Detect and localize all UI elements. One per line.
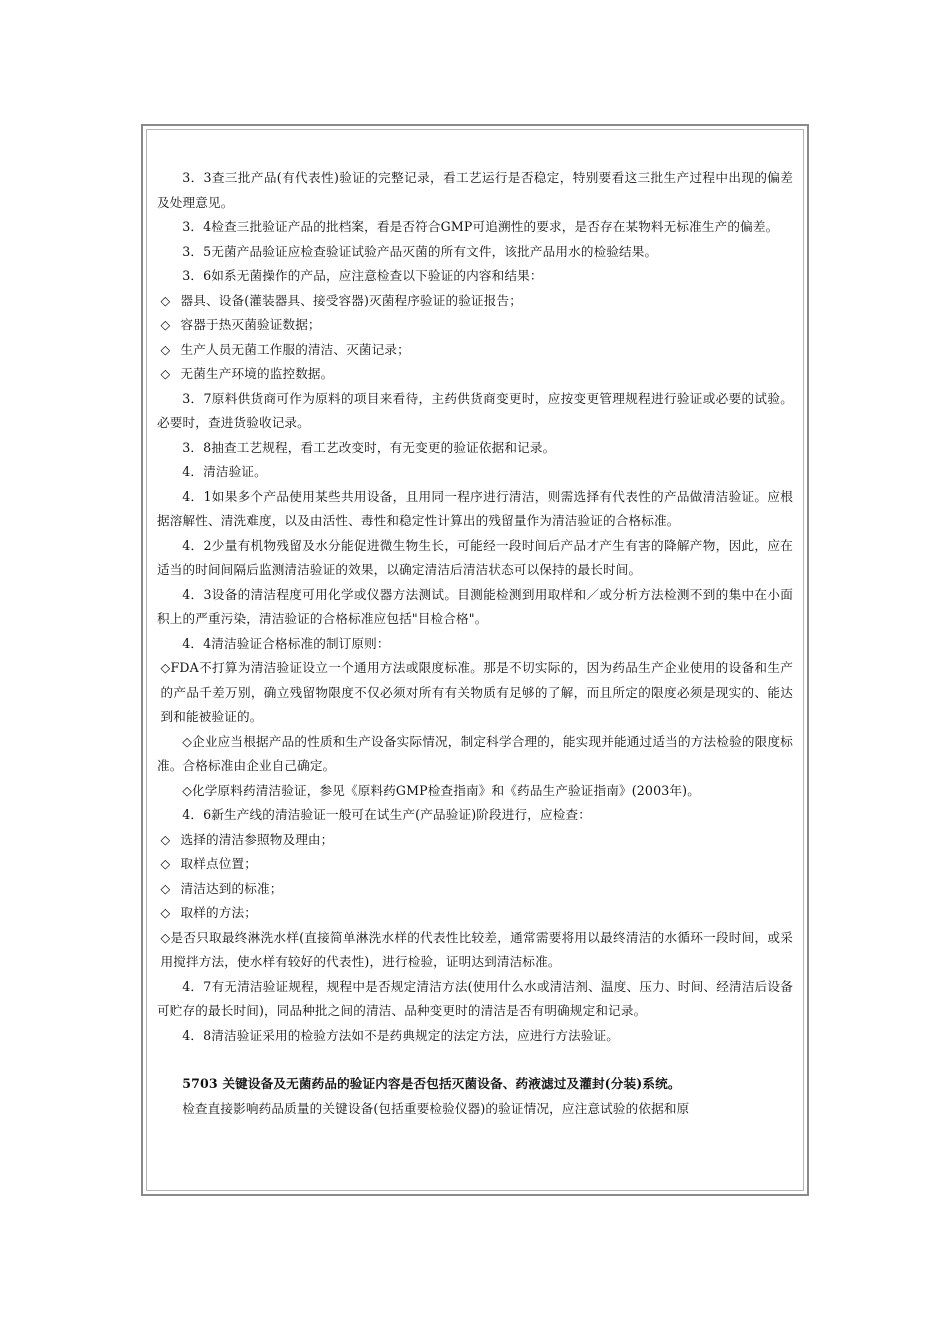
paragraph: 3．7原料供货商可作为原料的项目来看待，主药供货商变更时，应按变更管理规程进行验证或必要的试验。必要时，查进货验收记录。 bbox=[157, 390, 793, 430]
bullet-text: 器具、设备(灌装器具、接受容器)灭菌程序验证的验证报告； bbox=[180, 292, 522, 308]
paragraph: 4．3设备的清洁程度可用化学或仪器方法测试。目测能检测到用取样和／或分析方法检测不到的集中在小面积上的严重污染，清洁验证的合格标准应包括"目检合格"。 bbox=[157, 586, 793, 626]
diamond-bullet-icon: ◇ bbox=[160, 366, 171, 381]
document-frame bbox=[141, 124, 809, 1196]
paragraph: 4．7有无清洁验证规程，规程中是否规定清洁方法(使用什么水或清洁剂、温度、压力、时间、经清洁后设备可贮存的最长时间)，同品种批之间的清洁、品种变更时的清洁是否有明确规定和记录。 bbox=[157, 978, 793, 1018]
diamond-bullet-icon: ◇ bbox=[160, 880, 171, 896]
section-spacer bbox=[157, 1048, 793, 1072]
bullet-item bbox=[157, 828, 793, 853]
paragraph-list bbox=[157, 166, 793, 1048]
bullet-item bbox=[157, 362, 793, 387]
bullet-text: 生产人员无菌工作服的清洁、灭菌记录； bbox=[180, 341, 410, 357]
paragraph: 4．6新生产线的清洁验证一般可在试生产(产品验证)阶段进行，应检查： bbox=[182, 807, 591, 822]
bullet-text: 清洁达到的标准； bbox=[180, 880, 283, 896]
bullet-text: 取样点位置； bbox=[180, 856, 257, 871]
bullet-item bbox=[157, 656, 793, 730]
bullet-text: 是否只取最终淋洗水样(直接简单淋洗水样的代表性比较差，通常需要将用以最终清洁的水循环一段时间，或采用搅拌方法，使水样有较好的代表性)，进行检验，证明达到清洁标准。 bbox=[160, 929, 794, 969]
bullet-text: 容器于热灭菌验证数据； bbox=[180, 317, 321, 332]
paragraph: 3．4检查三批验证产品的批档案，看是否符合GMP可追溯性的要求，是否存在某物料无标准生产的偏差。 bbox=[182, 219, 779, 234]
paragraph: 4．4清洁验证合格标准的制订原则： bbox=[182, 635, 390, 651]
bullet-text: 无菌生产环境的监控数据。 bbox=[180, 366, 334, 381]
diamond-bullet-icon: ◇ bbox=[182, 733, 193, 749]
bullet-item bbox=[157, 877, 793, 902]
bullet-item bbox=[157, 313, 793, 338]
section-body-5703: 检查直接影响药品质量的关键设备(包括重要检验仪器)的验证情况，应注意试验的依据和原 bbox=[182, 1100, 690, 1116]
bullet-item bbox=[157, 338, 793, 363]
paragraph: 3．8抽查工艺规程，看工艺改变时，有无变更的验证依据和记录。 bbox=[182, 439, 556, 455]
bullet-item bbox=[157, 852, 793, 877]
bullet-text: FDA不打算为清洁验证设立一个通用方法或限度标准。那是不切实际的，因为药品生产企业使用的设备和生产的产品千差万别，确立残留物限度不仅必须对所有有关物质有足够的了解，而且所定的限度必须是现实的、能达到和能被验证的。 bbox=[160, 660, 793, 724]
section-heading-5703: 5703 关键设备及无菌药品的验证内容是否包括灭菌设备、药液滤过及灌封(分装)系统。 bbox=[182, 1076, 681, 1091]
bullet-item bbox=[157, 926, 793, 975]
diamond-bullet-icon: ◇ bbox=[160, 317, 171, 332]
diamond-bullet-icon: ◇ bbox=[160, 856, 171, 871]
paragraph: 4．1如果多个产品使用某些共用设备，且用同一程序进行清洁，则需选择有代表性的产品做清洁验证。应根据溶解性、清洗难度，以及由活性、毒性和稳定性计算出的残留量作为清洁验证的合格标准。 bbox=[157, 488, 793, 528]
bullet-text: 企业应当根据产品的性质和生产设备实际情况，制定科学合理的，能实现并能通过适当的方法检验的限度标准。合格标准由企业自己确定。 bbox=[157, 733, 793, 773]
diamond-bullet-icon: ◇ bbox=[182, 782, 193, 798]
paragraph: 3．3查三批产品(有代表性)验证的完整记录，看工艺运行是否稳定，特别要看这三批生产过程中出现的偏差及处理意见。 bbox=[157, 170, 793, 210]
bullet-item bbox=[157, 730, 793, 779]
diamond-bullet-icon: ◇ bbox=[160, 660, 171, 675]
bullet-item bbox=[157, 901, 793, 926]
paragraph: 4．2少量有机物残留及水分能促进微生物生长，可能经一段时间后产品才产生有害的降解产物，因此，应在适当的时间间隔后监测清洁验证的效果，以确定清洁后清洁状态可以保持的最长时间。 bbox=[157, 537, 793, 577]
paragraph: 4．清洁验证。 bbox=[182, 464, 267, 479]
diamond-bullet-icon: ◇ bbox=[160, 929, 171, 945]
bullet-text: 选择的清洁参照物及理由； bbox=[180, 831, 334, 847]
bullet-item bbox=[157, 289, 793, 314]
paragraph: 3．6如系无菌操作的产品，应注意检查以下验证的内容和结果： bbox=[182, 268, 543, 283]
bullet-text: 取样的方法； bbox=[180, 905, 257, 920]
paragraph: 3．5无菌产品验证应检查验证试验产品灭菌的所有文件，该批产品用水的检验结果。 bbox=[182, 243, 658, 259]
diamond-bullet-icon: ◇ bbox=[160, 905, 171, 920]
document-body bbox=[157, 166, 793, 1121]
diamond-bullet-icon: ◇ bbox=[160, 831, 171, 847]
diamond-bullet-icon: ◇ bbox=[160, 341, 171, 357]
diamond-bullet-icon: ◇ bbox=[160, 292, 171, 308]
bullet-text: 化学原料药清洁验证，参见《原料药GMP检查指南》和《药品生产验证指南》(2003年)。 bbox=[192, 782, 700, 798]
bullet-item bbox=[157, 779, 793, 804]
paragraph: 4．8清洁验证采用的检验方法如不是药典规定的法定方法，应进行方法验证。 bbox=[182, 1027, 620, 1043]
